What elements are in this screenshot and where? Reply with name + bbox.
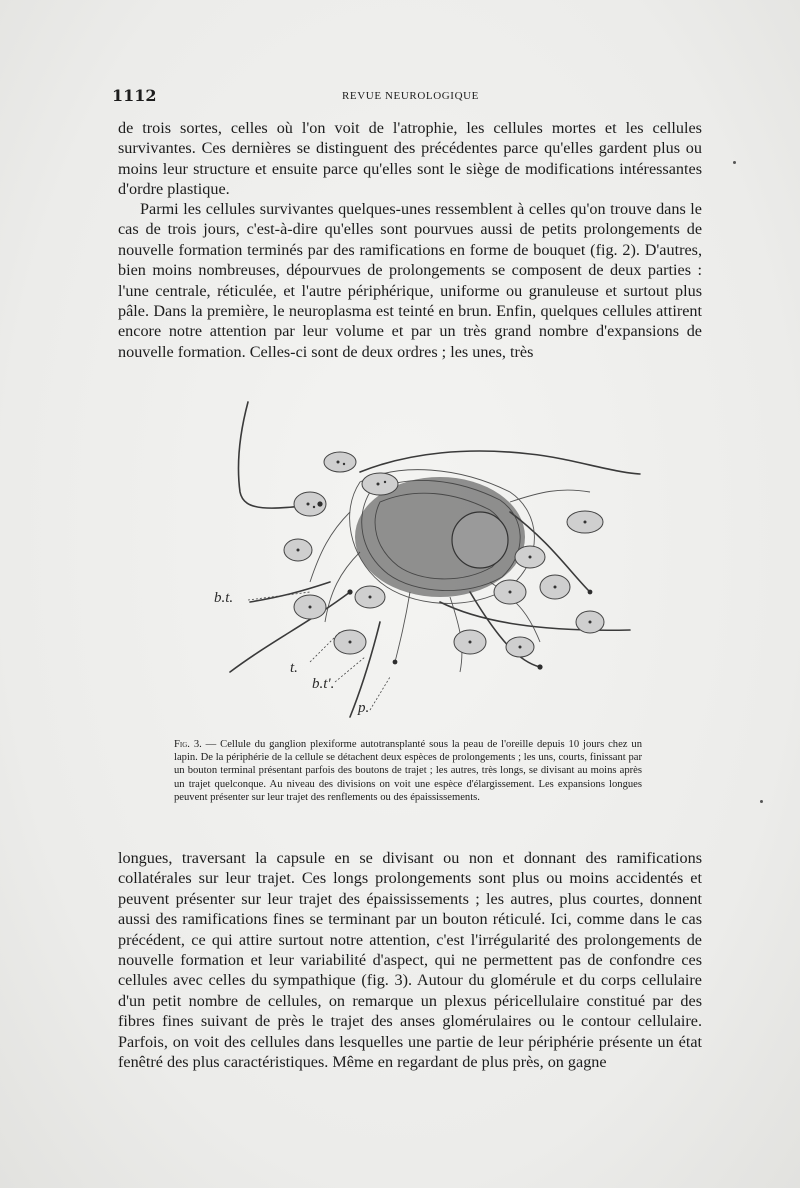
paragraph-long-expansions: longues, traversant la capsule en se divisant ou non et donnant des ramifications collatérales sur leur trajet. Ces longs prolongements sont plus ou moins accidentés et peuvent présenter sur leur trajet des épaississements ; les autres, plus courtes, donnent aussi des ramifications fines se terminant par un bouton réticulé. Ici, comme dans le cas précédent, ce qui attire surtout notre attention, c'est l'irrégularité des prolongements de nouvelle formation et leur variabilité d'aspect, qui ne permettent pas de confondre ces cellules avec celles du sympathique (fig. 3). Autour du glomérule et du corps cellulaire d'un petit nombre de cellules, on remarque un plexus péricellulaire constitué par des fibres fines suivant de près le trajet des anses glomérulaires ou le contour cellulaire. Parfois, on voit des cellules dans lesquelles une partie de leur périphérie présente un état fenêtré des plus caractéristiques. Même en regardant de plus près, on gagne <box>118 849 702 1072</box>
label-bt-prime: b.t'. <box>312 676 335 692</box>
figure-ganglion-cell <box>210 392 670 722</box>
scan-speck <box>733 161 736 164</box>
scan-speck <box>760 800 763 803</box>
page-number: 1112 <box>112 86 157 105</box>
caption-lead: Fig. 3. <box>174 739 202 750</box>
paragraph-intro: de trois sortes, celles où l'on voit de l'atrophie, les cellules mortes et les cellules survivantes. Ces dernières se distinguent des précédentes parce qu'elles gardent plus ou moins leur structure et ensuite parce qu'elles sont le siège de modifications intéressantes d'ordre plastique. <box>118 119 702 199</box>
ganglion-cell-drawing <box>210 392 670 722</box>
figure-caption <box>174 738 642 804</box>
label-p: p. <box>358 700 370 716</box>
paragraph-surviving-cells: Parmi les cellules survivantes quelques-unes ressemblent à celles qu'on trouve dans le cas de trois jours, c'est-à-dire qu'elles sont pourvues aussi de petits prolongements de nouvelle formation terminés par des ramifications en forme de bouquet (fig. 2). D'autres, bien moins nombreuses, dépourvues de prolongements se composent de deux parties : l'une centrale, réticulée, et l'autre périphérique, uniforme ou granuleuse et surtout plus pâle. Dans la première, le neuroplasma est teinté en brun. Enfin, quelques cellules attirent encore notre attention par leur volume et par un très grand nombre d'expansions de nouvelle formation. Celles-ci sont de deux ordres ; les unes, très <box>118 200 702 361</box>
caption-text: — Cellule du ganglion plexiforme autotransplanté sous la peau de l'oreille depuis 10 jours chez un lapin. De la périphérie de la cellule se détachent deux espèces de prolongements ; les uns, courts, finissant par un bouton terminal présentant parfois des boutons de trajet ; les autres, très longs, se divisant au moins après un trajet quelconque. Au niveau des divisions on voit une espèce d'élargissement. Les expansions longues peuvent présenter sur leur trajet des renflements ou des épaississements. <box>174 739 642 803</box>
journal-title: REVUE NEUROLOGIQUE <box>342 90 479 102</box>
running-head <box>112 86 706 106</box>
label-bt: b.t. <box>214 590 234 606</box>
label-t: t. <box>290 660 298 676</box>
